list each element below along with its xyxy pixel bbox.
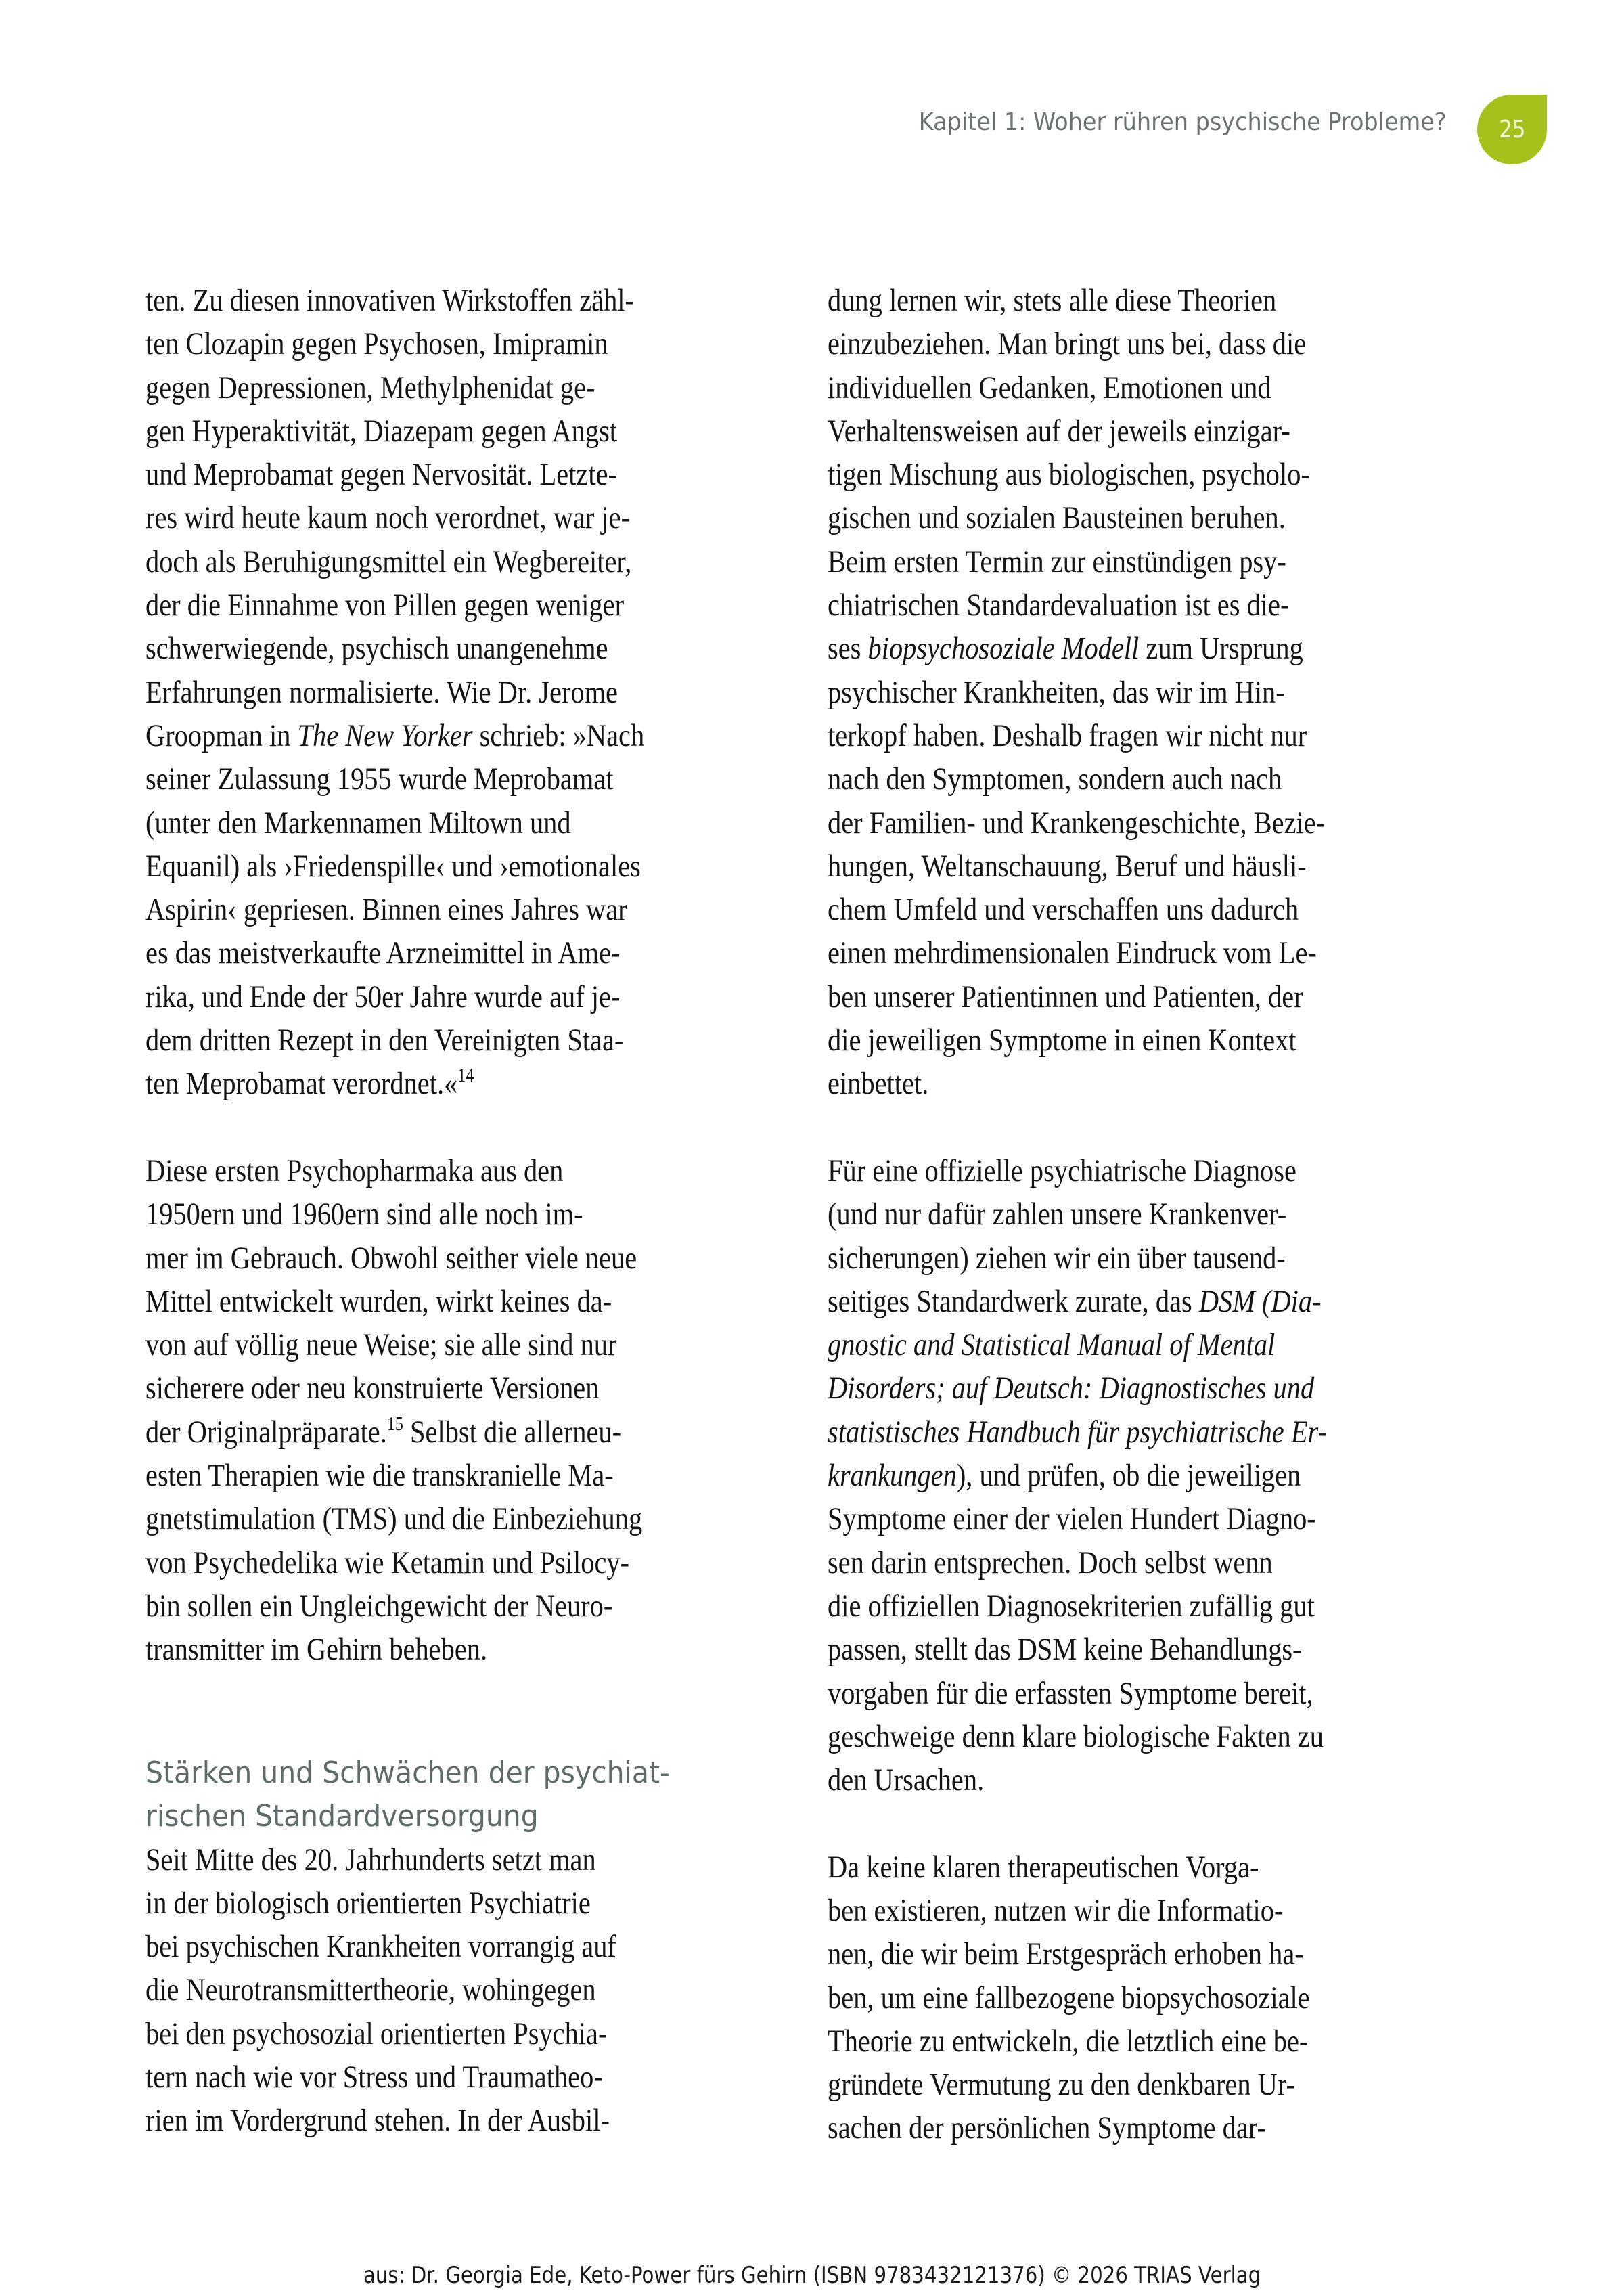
text-line: dem dritten Rezept in den Vereinigten Staa- <box>145 1023 624 1059</box>
text-line: Da keine klaren therapeutischen Vorga- <box>828 1849 1259 1885</box>
text-line: Beim ersten Termin zur einstündigen psy- <box>828 543 1286 579</box>
text-line <box>828 1366 1369 1410</box>
emphasis-term: Disorders; auf Deutsch: Diagnostisches und <box>828 1371 1315 1406</box>
text-run: schrieb: »Nach <box>472 717 645 753</box>
text-line: schwerwiegende, psychisch unangenehme <box>145 631 608 667</box>
text-run: ten Meprobamat verordnet.« <box>145 1066 458 1102</box>
text-line: die offiziellen Diagnosekriterien zufällig gut <box>828 1588 1315 1624</box>
text-line: Aspirin‹ gepriesen. Binnen eines Jahres war <box>145 892 627 928</box>
text-line: res wird heute kaum noch verordnet, war je- <box>145 500 631 536</box>
text-line: individuellen Gedanken, Emotionen und <box>828 370 1271 405</box>
paragraph-drugs-history <box>145 279 775 1106</box>
source-citation: aus: Dr. Georgia Ede, Keto-Power fürs Gehirn (ISBN 9783432121376) © 2026 TRIAS Verlag <box>363 2262 1261 2289</box>
text-line: gegen Depressionen, Methylphenidat ge- <box>145 370 595 405</box>
section-heading <box>145 1752 775 1838</box>
text-line: Mittel entwickelt wurden, wirkt keines da- <box>145 1283 612 1319</box>
emphasis-term: krankungen <box>828 1458 957 1494</box>
text-line: ten. Zu diesen innovativen Wirkstoffen zähl- <box>145 283 634 318</box>
text-line: gischen und sozialen Bausteinen beruhen. <box>828 500 1286 536</box>
text-run: Selbst die allerneu- <box>403 1414 622 1450</box>
emphasis-term: DSM (Dia- <box>1198 1283 1322 1319</box>
text-line: einbettet. <box>828 1066 929 1102</box>
paragraph-spacer <box>828 1802 1457 1845</box>
text-line: Diese ersten Psychopharmaka aus den <box>145 1153 564 1188</box>
text-line: 1950ern und 1960ern sind alle noch im- <box>145 1197 583 1232</box>
text-line: sicherungen) ziehen wir ein über tausend- <box>828 1240 1286 1276</box>
text-run: zum Ursprung <box>1139 631 1303 667</box>
running-chapter-title: Kapitel 1: Woher rühren psychische Probleme? <box>919 108 1447 136</box>
text-line: gründete Vermutung zu den denkbaren Ur- <box>828 2067 1295 2103</box>
text-line <box>828 1323 1369 1366</box>
text-line: terkopf haben. Deshalb fragen wir nicht nur <box>828 717 1307 753</box>
text-line: ben, um eine fallbezogene biopsychosoziale <box>828 1980 1310 2016</box>
publication-title: The New Yorker <box>297 717 473 753</box>
text-line: psychischer Krankheiten, das wir im Hin- <box>828 674 1285 710</box>
heading-line: Stärken und Schwächen der psychiat- <box>145 1755 670 1790</box>
text-run: ses <box>828 631 868 667</box>
text-line: in der biologisch orientierten Psychiatrie <box>145 1885 591 1921</box>
text-line: (und nur dafür zahlen unsere Krankenver- <box>828 1197 1287 1232</box>
paragraph-standard-care <box>145 1838 775 2143</box>
paragraph-biopsychosocial <box>828 279 1457 1106</box>
text-line: (unter den Markennamen Miltown und <box>145 805 571 841</box>
text-line: ben existieren, nutzen wir die Informatio- <box>828 1892 1284 1928</box>
text-line: Für eine offizielle psychiatrische Diagnose <box>828 1153 1296 1188</box>
emphasis-term: statistisches Handbuch für psychiatrische Er- <box>828 1414 1327 1450</box>
left-column <box>145 279 775 2143</box>
paragraph-spacer <box>145 1106 775 1149</box>
paragraph-spacer <box>828 1106 1457 1149</box>
text-line: doch als Beruhigungsmittel ein Wegbereiter, <box>145 543 632 579</box>
text-line: von Psychedelika wie Ketamin und Psilocy- <box>145 1544 630 1580</box>
emphasis-term: gnostic and Statistical Manual of Mental <box>828 1327 1276 1363</box>
text-line: bin sollen ein Ungleichgewicht der Neuro- <box>145 1588 613 1624</box>
text-line: tern nach wie vor Stress und Traumatheo- <box>145 2059 603 2095</box>
text-line <box>145 1062 687 1105</box>
emphasis-term: biopsychosoziale Modell <box>867 631 1140 667</box>
text-line: der die Einnahme von Pillen gegen weniger <box>145 587 625 623</box>
text-line: gnetstimulation (TMS) und die Einbeziehung <box>145 1501 643 1537</box>
paragraph-dsm <box>828 1149 1457 1802</box>
text-line: gen Hyperaktivität, Diazepam gegen Angst <box>145 413 618 449</box>
section-spacer <box>145 1672 775 1752</box>
text-line: tigen Mischung aus biologischen, psycholo- <box>828 457 1310 493</box>
text-line: bei psychischen Krankheiten vorrangig auf <box>145 1929 616 1965</box>
text-line: chem Umfeld und verschaffen uns dadurch <box>828 892 1299 928</box>
text-line: die Neurotransmittertheorie, wohingegen <box>145 1972 596 2008</box>
text-line <box>828 1454 1369 1497</box>
text-line: Verhaltensweisen auf der jeweils einzigar- <box>828 413 1290 449</box>
text-run: Groopman in <box>145 717 298 753</box>
text-line: und Meprobamat gegen Nervosität. Letzte- <box>145 457 617 493</box>
text-line: rien im Vordergrund stehen. In der Ausbil- <box>145 2103 610 2139</box>
paragraph-case-theory <box>828 1846 1457 2150</box>
text-line: Theorie zu entwickeln, die letztlich eine be- <box>828 2023 1309 2059</box>
text-run: der Originalpräparate. <box>145 1414 387 1450</box>
text-line: Symptome einer der vielen Hundert Diagno- <box>828 1501 1316 1537</box>
text-line: seiner Zulassung 1955 wurde Meprobamat <box>145 761 614 797</box>
text-line: die jeweiligen Symptome in einen Kontext <box>828 1023 1296 1059</box>
right-column <box>828 279 1457 2150</box>
text-line: sen darin entsprechen. Doch selbst wenn <box>828 1544 1273 1580</box>
text-line: den Ursachen. <box>828 1762 985 1798</box>
text-line: mer im Gebrauch. Obwohl seither viele neue <box>145 1240 637 1276</box>
text-line: einzubeziehen. Man bringt uns bei, dass die <box>828 326 1307 362</box>
text-line: sachen der persönlichen Symptome dar- <box>828 2110 1266 2146</box>
text-line: Erfahrungen normalisierte. Wie Dr. Jerome <box>145 674 618 710</box>
text-line <box>145 714 687 757</box>
text-run: seitiges Standardwerk zurate, das <box>828 1283 1199 1319</box>
text-line: einen mehrdimensionalen Eindruck vom Le- <box>828 935 1317 971</box>
text-line: bei den psychosozial orientierten Psychia- <box>145 2016 608 2051</box>
text-line: sicherere oder neu konstruierte Versionen <box>145 1371 600 1406</box>
text-line: Seit Mitte des 20. Jahrhunderts setzt man <box>145 1842 596 1877</box>
heading-line: rischen Standardversorgung <box>145 1798 539 1833</box>
text-line: chiatrischen Standardevaluation ist es die- <box>828 587 1290 623</box>
text-line: rika, und Ende der 50er Jahre wurde auf je- <box>145 979 621 1015</box>
text-line: der Familien- und Krankengeschichte, Bezie- <box>828 805 1326 841</box>
text-line: passen, stellt das DSM keine Behandlungs- <box>828 1632 1302 1668</box>
text-line <box>145 1410 687 1454</box>
source-footer <box>0 2262 1624 2289</box>
text-line: transmitter im Gehirn beheben. <box>145 1632 488 1668</box>
text-line: geschweige denn klare biologische Fakten zu <box>828 1718 1324 1754</box>
text-line: nach den Symptomen, sondern auch nach <box>828 761 1282 797</box>
footnote-ref[interactable]: 15 <box>386 1413 403 1435</box>
text-line: vorgaben für die erfassten Symptome bereit, <box>828 1675 1313 1711</box>
paragraph-psychopharmaka <box>145 1149 775 1672</box>
text-line: hungen, Weltanschauung, Beruf und häusli- <box>828 848 1307 884</box>
text-line <box>828 627 1369 670</box>
text-line: esten Therapien wie die transkranielle Ma- <box>145 1458 614 1494</box>
footnote-ref[interactable]: 14 <box>457 1065 474 1087</box>
page-number-badge <box>1477 95 1547 164</box>
text-line: ten Clozapin gegen Psychosen, Imipramin <box>145 326 608 362</box>
text-line <box>828 1280 1369 1323</box>
text-line: nen, die wir beim Erstgespräch erhoben ha- <box>828 1936 1304 1972</box>
text-run: ), und prüfen, ob die jeweiligen <box>956 1458 1301 1494</box>
text-line: ben unserer Patientinnen und Patienten, der <box>828 979 1303 1015</box>
text-line: von auf völlig neue Weise; sie alle sind nur <box>145 1327 617 1363</box>
text-line: Equanil) als ›Friedenspille‹ und ›emotionales <box>145 848 641 884</box>
text-line: es das meistverkaufte Arzneimittel in Ame- <box>145 935 621 971</box>
page-number: 25 <box>1499 116 1525 143</box>
text-line <box>828 1410 1369 1454</box>
text-line: dung lernen wir, stets alle diese Theorien <box>828 283 1277 318</box>
